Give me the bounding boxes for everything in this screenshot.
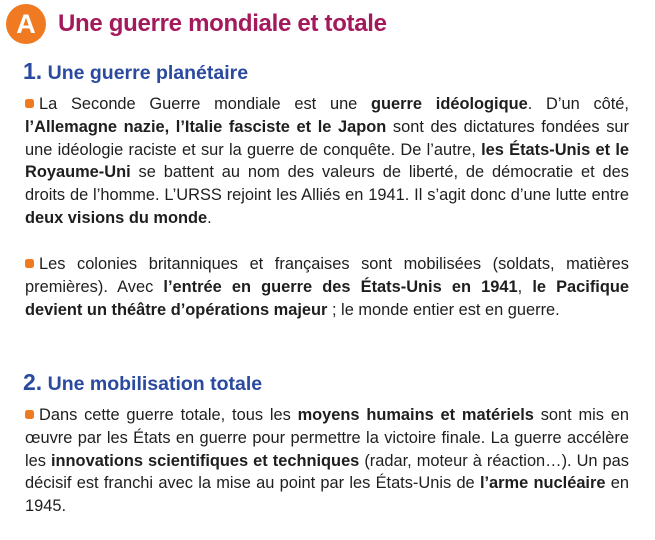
bullet-icon (25, 259, 34, 268)
bold-text: moyens humains et matériels (297, 406, 534, 424)
bold-text: innovations scientifiques et techniques (50, 451, 360, 470)
section-badge: A (6, 4, 46, 44)
page-title: Une guerre mondiale et totale (58, 10, 387, 37)
section-1-number: 1. (23, 58, 43, 84)
bold-text: le Pacifique devient un théâtre d’opérations majeur (25, 277, 629, 319)
text-run: . (207, 208, 212, 227)
paragraph (25, 93, 629, 230)
section-2-number: 2. (23, 369, 43, 395)
paragraph (25, 253, 629, 321)
bold-text: l’entrée en guerre des États-Unis en 1941 (163, 277, 518, 296)
bold-text: deux visions du monde (25, 208, 208, 227)
text-run: La Seconde Guerre mondiale est une (39, 95, 372, 113)
bold-text: guerre idéologique (371, 95, 528, 113)
text-run: (radar, moteur à réaction…). Un pas décisif est franchi avec la mise au point par les États-Unis de (25, 451, 629, 493)
text-run: Dans cette guerre totale, tous les (39, 406, 298, 424)
bold-text: l’arme nucléaire (479, 474, 606, 493)
header (6, 4, 387, 44)
text-run: Les colonies britanniques et françaises sont mobilisées (soldats, matières premières). Avec (25, 255, 629, 296)
bullet-icon (25, 410, 34, 419)
section-1-title: Une guerre planétaire (47, 62, 249, 84)
text-run: . D’un côté, (527, 95, 629, 113)
paragraph (25, 404, 629, 518)
section-2-heading (23, 369, 262, 396)
text-run: , (517, 277, 533, 296)
section-2-title: Une mobilisation totale (47, 373, 263, 395)
text-run: sont des dictatures fondées sur une idéologie raciste et sur la guerre de conquête. De l’autre, (25, 117, 629, 159)
text-run: en 1945. (25, 474, 629, 516)
section-1-heading (23, 58, 248, 85)
bold-text: l’Allemagne nazie, l’Italie fasciste et le Japon (25, 117, 387, 136)
bullet-icon (25, 99, 34, 108)
text-run: ; le monde entier est en guerre. (327, 300, 560, 319)
bold-text: les États-Unis et le Royaume-Uni (25, 140, 629, 182)
text-run: se battent au nom des valeurs de liberté, de démocratie et des droits de l’homme. L’URSS rejoint les Alliés en 1941. Il s’agit donc d’une lutte entre (25, 163, 629, 205)
text-run: sont mis en œuvre par les États en guerre pour permettre la victoire finale. La guerre accélère les (25, 406, 629, 470)
